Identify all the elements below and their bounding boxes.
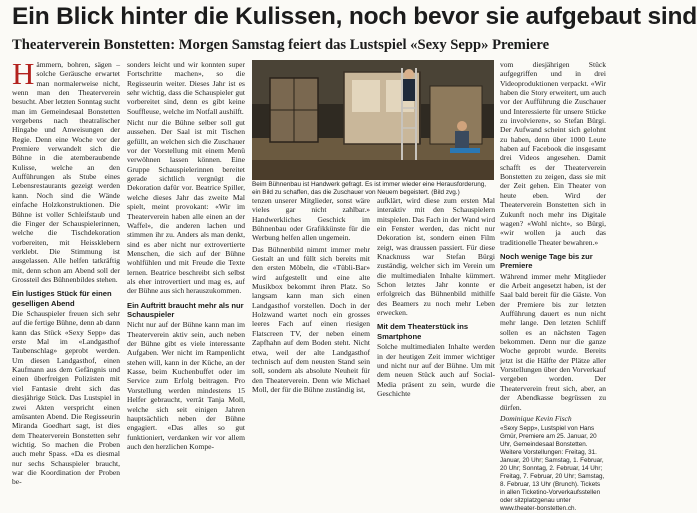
body-paragraph: Nicht nur die Bühne selber soll gut aussehen. Der Saal ist mit Tischen gefüllt, an welchen sich die Zuschauer vor der Vorstellung mit einem Menü verwöhnen lassen können. Eine Gruppe Schauspielerinnen bereitet gerade sichtlich vergnügt die Dekoration dafür vor. Beatrice Spiller, welche dieses Jahr das zweite Mal spielt, meint provokant: «Wir im Theaterverein haben alle einen an der Waffel», die anderen lachen und stimmen ihr zu. Anders als man denkt, sind es aber nicht nur extrovertierte Menschen, die sich auf der Bühne wohlfühlen und mit Freude die Texte lernen. Beatrice beschreibt sich selbst als eher introvertiert und mag es, auf der Bühne aus sich herauszukommen. [127, 118, 245, 296]
article-column-2 [127, 60, 245, 451]
author-byline: Dominique Kevin Fisch [500, 413, 572, 423]
section-heading-helpers: Ein Auftritt braucht mehr als nur Schauspieler [127, 300, 244, 319]
body-paragraph: tenzen unserer Mitglieder, sonst wäre vieles gar nicht zahlbar.» Handwerkliches Geschick im Bühnenbau oder Grafikkünste für die Werbung helfen allen ungemein. [252, 196, 370, 243]
article-column-5 [500, 60, 606, 513]
stage-construction-photo [252, 60, 494, 180]
photo-illustration [252, 60, 494, 180]
article-column-3 [252, 196, 370, 396]
performance-info: «Sexy Sepp», Lustspiel von Hans Gmür, Premiere am 25. Januar, 20 Uhr, Gemeindesaal Bonstetten. Weitere Vorstellungen: Freitag, 31. Januar, 20 Uhr; Samstag, 1. Februar, 20 Uhr; Sonntag, 2. Februar, 14 Uhr; Freitag, 7. Februar, 20 Uhr; Samstag, 8. Februar, 13 Uhr (Brunch). Tickets in allen Ticketino-Vorverkaufsstellen oder sitzplatzgenau unter www.theater-bonstetten.ch. [500, 425, 605, 513]
intro-paragraph: ämmern, bohren, sägen – solche Geräusche erwartet man normalerweise nicht, wenn man den Theaterverein besucht. Aber letzten Sonntag sucht man im Gemeindesaal Bonstetten vergebens nach theatralischer Hingabe und Anweisungen der Regie. Denn eine Woche vor der Premiere verwandelt sich die Bühne in die atemberaubende Kulisse, welche an den Aufführungen als Stube eines Lebensrestaurants gezeigt werden kann. Noch sind die Wände einfache Holzkonstruktionen. Die Bühne ist voller Schleifstaub und die Finger der Schauspielerinnen, welche die Tischdekoration vorbereiten, mit Heissklebern verklebt. Die Stimmung ist ausgelassen. Alle helfen tatkräftig mit, denn schon am Abend soll der Grossteil des Bühnenbildes stehen. [12, 60, 120, 284]
body-paragraph: Solche multimedialen Inhalte werden in der heutigen Zeit immer wichtiger und nicht nur auf der Bühne. Um mit dem neuen Stück auch auf Social-Media präsent zu sein, wurde die Geschichte [377, 342, 495, 398]
section-heading-premiere: Noch wenige Tage bis zur Premiere [500, 251, 593, 271]
section-heading-evening: Ein lustiges Stück für einen geselligen Abend [12, 289, 112, 308]
body-paragraph: Das Bühnenbild nimmt immer mehr Gestalt an und füllt sich bereits mit den ersten Möbeln, die «Tübli-Bar» wird aufgestellt und eine alte Musikbox bekommt ihren Platz. So langsam kann man sich einen Landgasthof vorstellen. Doch in der Holzwand wartet noch ein grosses leeres Fach auf einen riesigen Flatscreen TV, der neben einem Zapfhahn auf dem Boden steht. Nicht etwa, weil der alte Landgasthof technisch auf dem neusten Stand sein soll, sondern als absolute Neuheit für den Theaterverein. Denn wie Michael Moll, der für die Bühne zuständig ist, [252, 244, 370, 394]
article-column-1 [12, 56, 120, 487]
body-paragraph: aufklärt, wird diese zum ersten Mal interaktiv mit den Schauspielern mitspielen. Das Fach in der Wand wird ein Fenster werden, das nicht nur Dekoration ist, sondern einen Film zeigt, was draussen passiert. Für diese Knacknuss war Stefan Bürgi zuständig, welcher sich im Verein um die multimedialen Inhalte kümmert. Schon letztes Jahr konnte er erfolgreich das Bühnenbild mithilfe des Beamers zu noch mehr Leben erwecken. [377, 196, 495, 318]
article-column-4 [377, 196, 495, 396]
body-paragraph: Nicht nur auf der Bühne kann man im Theaterverein aktiv sein, auch neben der Bühne gibt es viele interessante Aufgaben. Wer nicht im Rampenlicht stehen will, kann in der Küche, an der Kasse, beim Kuchenbuffet oder im Service zum Erfolg beitragen. Pro Vorstellung werden mindestens 15 Helfer gebraucht, verrät Tanja Moll, welche sich seit einigen Jahren hauptsächlich neben der Bühne engagiert. «Das alles so gut funktioniert, verdanken wir vor allem auch den herzlichen Kompe- [127, 320, 245, 451]
photo-caption [252, 181, 494, 197]
body-paragraph: sonders leicht und wir konnten super Fortschritte machen», so die Regisseurin weiter. Dieses Jahr ist es sehr wichtig, dass die Schauspieler gut vorbereitet sind, denn es gibt keine Souffleuse, welche im Notfall aushilft. [127, 60, 245, 116]
body-paragraph: vom diesjährigen Stück aufgegriffen und in drei Videoproduktionen verpackt. «Wir haben die Story erweitert, um auch vor der Aufführung die Zuschauer und Interessierte für unsere Stücke zu involvieren», so Stefan Bürgi. Der Aufwand scheint sich gelohnt zu haben, denn über 1000 Leute haben auf Facebook die insgesamt drei Videos angesehen. Damit schafft es der Theaterverein Bonstetten zu zeigen, dass sie mit der Zeit gehen. Ein Theater von heute eben. Wird der Theaterverein Bonstetten sich in Zukunft noch mehr ins Digitale wagen? «Wohl nicht», so Bürgi, «wir wollen ja auch das traditionelle Theater bewahren.» [500, 60, 606, 247]
photo-credit: (Bild zvg.) [431, 189, 460, 196]
article-headline: Ein Blick hinter die Kulissen, noch bevor sie aufgebaut sind [12, 3, 697, 30]
section-heading-smartphone: Mit dem Theaterstück ins Smartphone [377, 322, 469, 341]
caption-text: Beim Bühnenbau ist Handwerk gefragt. Es ist immer wieder eine Herausforderung, ein Bild zu schaffen, das die Zuschauer von Neuem begeistert. [252, 181, 487, 196]
body-paragraph: Während immer mehr Mitglieder die Arbeit angesetzt haben, ist der Saal bald bereit für die Gäste. Von der Premiere bis zur letzten Aufführung dauert es nun nicht mehr lange. Den letzten Schliff sollen es an nächsten Tagen bekommen. Denn nur die ganze Woche geprobt wurde. Bereits jetzt ist die Hälfte der Plätze aller Vorstellungen über den Vorverkauf vergeben worden. Der Theaterverein freut sich, aber, an der Abendkasse begrüssen zu dürfen. [500, 271, 606, 412]
article-subheadline: Theaterverein Bonstetten: Morgen Samstag feiert das Lustspiel «Sexy Sepp» Premiere [12, 37, 550, 53]
drop-cap: H [12, 56, 35, 91]
body-paragraph: Die Schauspieler freuen sich sehr auf die fertige Bühne, denn ab dann kann das Stück «Sexy Sepp» das erste Mal im «Landgasthof Taubenschlag» geprobt werden. Um diesen Landgasthof, einen Kaufmann aus dem Gefängnis und einen überfreigen Polizisten mit viel Fantasie dreht sich das diesjährige Stück. Das Lustspiel in zwei Akten verspricht einen amüsanten Abend. Die Regisseurin Miranda Goedhart sagt, ist dies dem Theaterverein Bonstetten sehr wichtig. So machen die Proben auch mehr Spass. «Da es diesmal nur sechs Schauspieler braucht, war die Koordination der Proben be- [12, 309, 120, 487]
